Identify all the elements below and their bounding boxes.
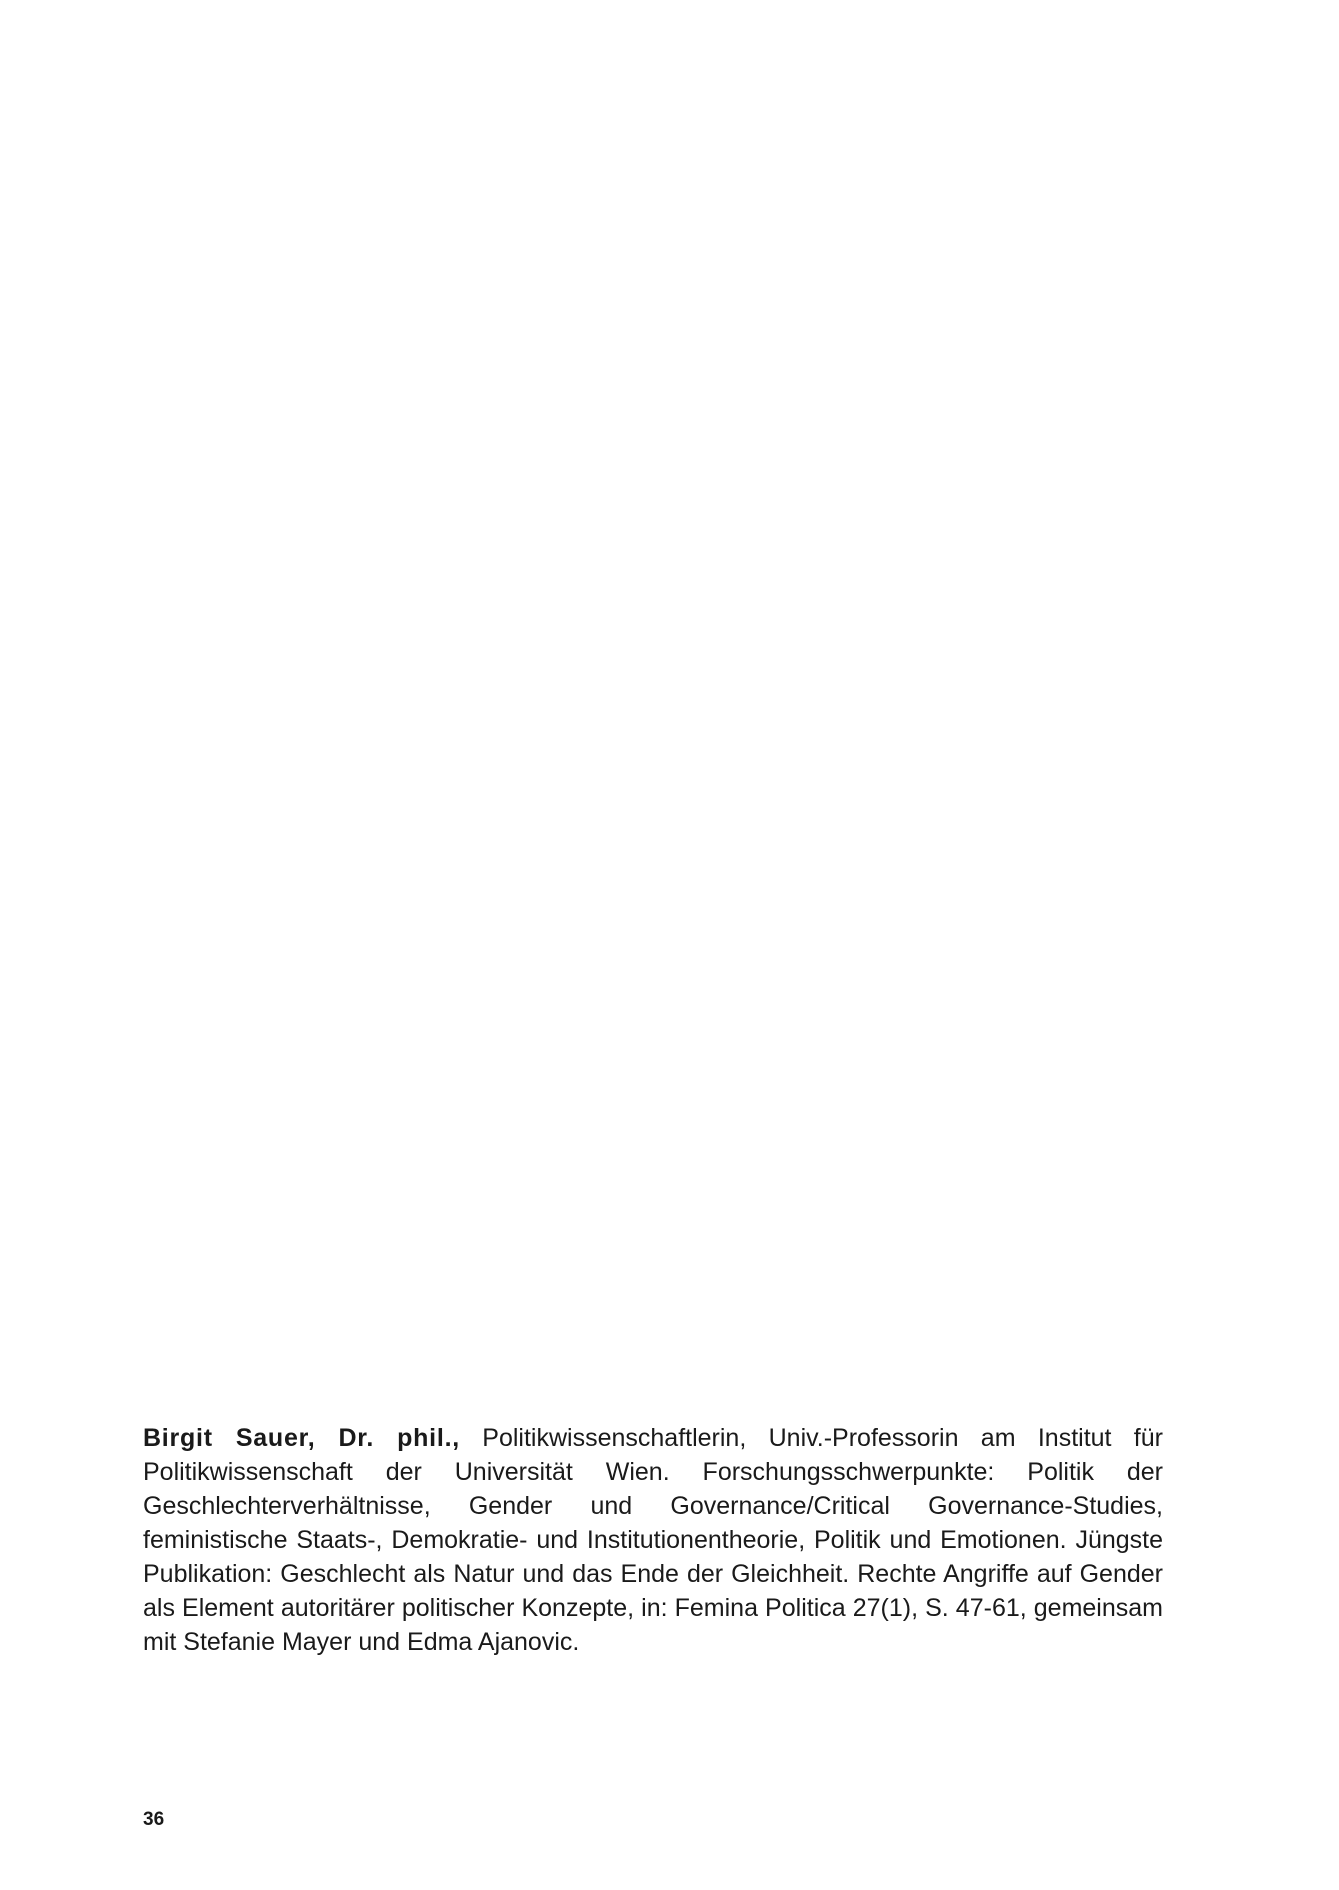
page-number: 36 (143, 1809, 165, 1830)
author-name: Birgit Sauer, Dr. phil., (143, 1424, 460, 1452)
author-biography (143, 1421, 1163, 1659)
author-biography-text: Politikwissenschaftlerin, Univ.-Professorin am Institut für Politikwissenschaft der Universität Wien. Forschungsschwerpunkte: Politik der Geschlechterverhältnisse, Gender und Governance/Critical Governance-Studies, feministische Staats-, Demokratie- und Institutionentheorie, Politik und Emotionen. Jüngste Publikation: Geschlecht als Natur und das Ende der Gleichheit. Rechte Angriffe auf Gender als Element autoritärer politischer Konzepte, in: Femina Politica 27(1), S. 47-61, gemeinsam mit Stefanie Mayer und Edma Ajanovic. (143, 1424, 1163, 1656)
